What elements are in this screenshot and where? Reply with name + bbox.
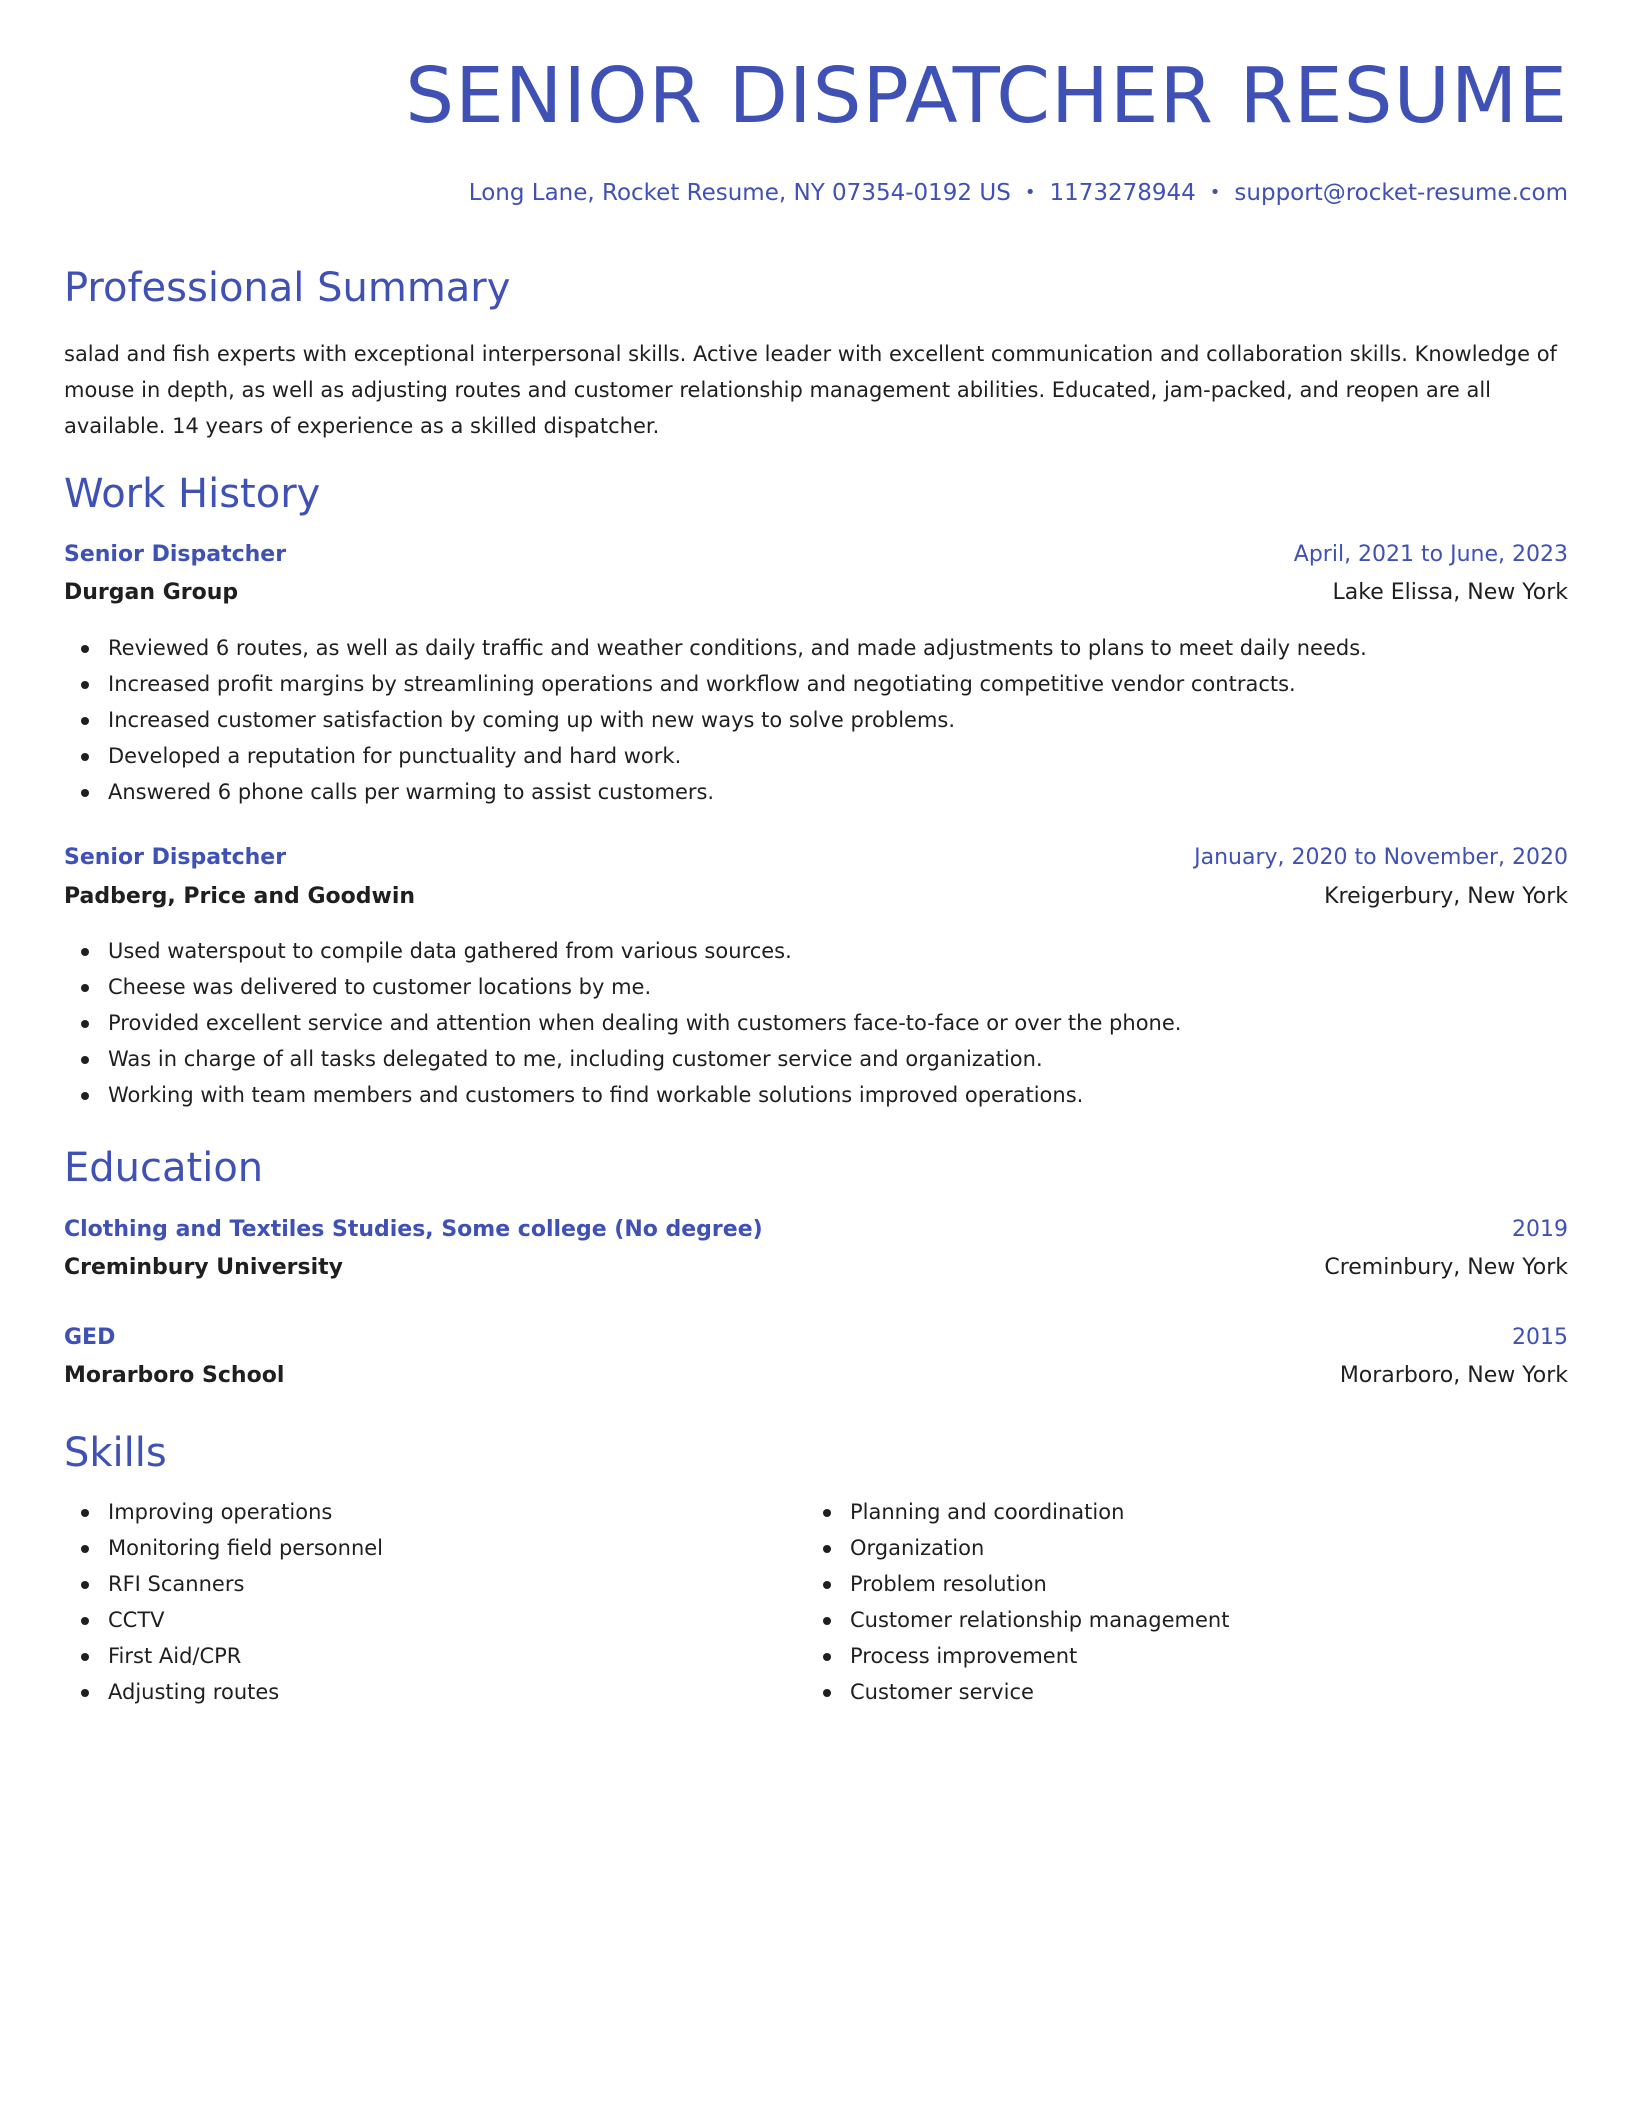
summary-text: salad and fish experts with exceptional interpersonal skills. Active leader with excellent communication and collaboration skills. Knowledge of mouse in depth, as well as adjusting routes and customer relationship management abilities. Educated, jam-packed, and reopen are all available. 14 years of experience as a skilled dispatcher. bbox=[64, 342, 1557, 438]
resume-title: SENIOR DISPATCHER RESUME bbox=[405, 52, 1568, 141]
education-header-row bbox=[64, 1215, 1568, 1245]
skill-item: Improving operations bbox=[64, 1494, 383, 1530]
job-header-row bbox=[64, 843, 1568, 873]
list-item: Used waterspout to compile data gathered from various sources. bbox=[64, 933, 1181, 969]
contact-email[interactable]: support@rocket-resume.com bbox=[1234, 180, 1568, 206]
contact-address: Long Lane, Rocket Resume, NY 07354-0192 US bbox=[468, 180, 1011, 206]
education-header-row bbox=[64, 1323, 1568, 1353]
list-item: Provided excellent service and attention when dealing with customers face-to-face or over the phone. bbox=[64, 1005, 1181, 1041]
skill-item: Planning and coordination bbox=[806, 1494, 1229, 1530]
education-school: Creminbury University bbox=[64, 1255, 343, 1280]
contact-separator: • bbox=[1209, 182, 1221, 203]
skill-item: First Aid/CPR bbox=[64, 1638, 383, 1674]
job-location: Kreigerbury, New York bbox=[1324, 884, 1568, 909]
job-company-row bbox=[64, 578, 1568, 608]
job-role: Senior Dispatcher bbox=[64, 542, 287, 567]
contact-phone: 1173278944 bbox=[1049, 180, 1196, 206]
list-item: Answered 6 phone calls per warming to assist customers. bbox=[64, 774, 1367, 810]
list-item: Increased customer satisfaction by coming up with new ways to solve problems. bbox=[64, 702, 1367, 738]
skills-list-right bbox=[806, 1494, 1229, 1710]
summary-heading: Professional Summary bbox=[64, 265, 511, 311]
job-bullets bbox=[64, 630, 1367, 810]
contact-line bbox=[469, 182, 1568, 205]
work-history-heading: Work History bbox=[64, 471, 321, 517]
skill-item: Customer service bbox=[806, 1674, 1229, 1710]
job-dates: April, 2021 to June, 2023 bbox=[1293, 542, 1568, 567]
education-year: 2019 bbox=[1512, 1217, 1568, 1242]
education-school: Morarboro School bbox=[64, 1363, 285, 1388]
list-item: Developed a reputation for punctuality and hard work. bbox=[64, 738, 1367, 774]
job-company-row bbox=[64, 882, 1568, 912]
education-year: 2015 bbox=[1512, 1325, 1568, 1350]
skills-list-left bbox=[64, 1494, 383, 1710]
list-item: Increased profit margins by streamlining operations and workflow and negotiating competitive vendor contracts. bbox=[64, 666, 1367, 702]
skill-item: RFI Scanners bbox=[64, 1566, 383, 1602]
education-school-row bbox=[64, 1253, 1568, 1283]
job-role: Senior Dispatcher bbox=[64, 845, 287, 870]
list-item: Working with team members and customers to find workable solutions improved operations. bbox=[64, 1077, 1181, 1113]
skill-item: Monitoring field personnel bbox=[64, 1530, 383, 1566]
job-header-row bbox=[64, 540, 1568, 570]
job-location: Lake Elissa, New York bbox=[1332, 580, 1568, 605]
education-location: Creminbury, New York bbox=[1324, 1255, 1568, 1280]
skills-heading: Skills bbox=[64, 1430, 167, 1476]
skill-item: CCTV bbox=[64, 1602, 383, 1638]
education-degree: GED bbox=[64, 1325, 116, 1350]
skill-item: Problem resolution bbox=[806, 1566, 1229, 1602]
education-location: Morarboro, New York bbox=[1339, 1363, 1568, 1388]
list-item: Cheese was delivered to customer locations by me. bbox=[64, 969, 1181, 1005]
skill-item: Adjusting routes bbox=[64, 1674, 383, 1710]
list-item: Reviewed 6 routes, as well as daily traffic and weather conditions, and made adjustments to plans to meet daily needs. bbox=[64, 630, 1367, 666]
education-degree: Clothing and Textiles Studies, Some college (No degree) bbox=[64, 1217, 763, 1242]
education-school-row bbox=[64, 1361, 1568, 1391]
skill-item: Customer relationship management bbox=[806, 1602, 1229, 1638]
job-company: Padberg, Price and Goodwin bbox=[64, 884, 416, 909]
skill-item: Process improvement bbox=[806, 1638, 1229, 1674]
education-heading: Education bbox=[64, 1145, 264, 1191]
list-item: Was in charge of all tasks delegated to me, including customer service and organization. bbox=[64, 1041, 1181, 1077]
skill-item: Organization bbox=[806, 1530, 1229, 1566]
job-dates: January, 2020 to November, 2020 bbox=[1194, 845, 1568, 870]
job-company: Durgan Group bbox=[64, 580, 239, 605]
job-bullets bbox=[64, 933, 1181, 1113]
contact-separator: • bbox=[1024, 182, 1036, 203]
